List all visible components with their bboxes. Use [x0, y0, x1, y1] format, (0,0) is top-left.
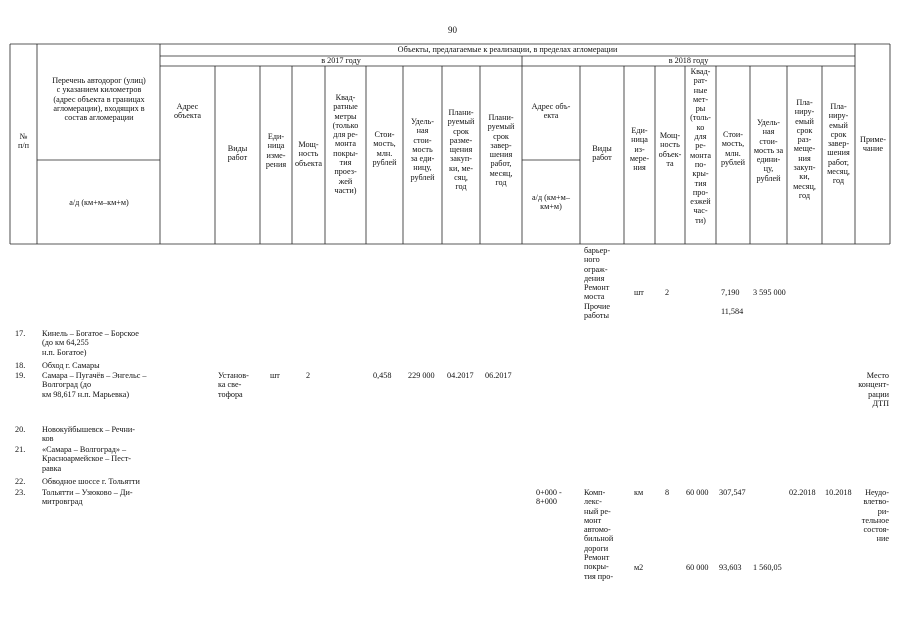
row-23-sqm-a: 60 000	[686, 488, 709, 497]
cont-unit-cost: 3 595 000	[753, 288, 786, 297]
col-header-2018-ad-km: а/д (км+м– км+м)	[532, 193, 570, 212]
cont-cost-b: 11,584	[721, 307, 744, 316]
row-17-name: Кинель – Богатое – Борское (до км 64,255 н.п. Богатое)	[42, 329, 139, 357]
col-header-2018: в 2018 году	[668, 56, 709, 65]
page-number: 90	[448, 25, 457, 35]
row-21-number: 21.	[15, 445, 26, 454]
row-23-cost-b: 93,603	[719, 563, 742, 572]
col-header-2017-unit-cost: Удель- ная стои- мость за еди- ницу, рублей	[410, 117, 435, 182]
row-22-number: 22.	[15, 477, 26, 486]
row-23-plan-finish: 10.2018	[825, 488, 852, 497]
row-23-note: Неудо- влетво- ри- тельное состоя- ние	[861, 488, 889, 544]
row-23-capacity: 8	[665, 488, 670, 497]
cont-works: барьер- ного ограж- дения Ремонт моста Прочие работы	[584, 246, 611, 321]
row-18-number: 18.	[15, 361, 26, 370]
row-20-name: Новокуйбышевск – Речни- ков	[42, 425, 135, 444]
col-header-2017-works: Виды работ	[227, 144, 248, 163]
col-header-number: № п/п	[17, 132, 30, 151]
col-header-2017-cost: Стои- мость, млн. рублей	[372, 130, 397, 167]
col-header-2018-works: Виды работ	[592, 144, 612, 163]
row-19-works: Установ- ка све- тофора	[218, 371, 249, 399]
col-header-2018-plan-finish: Пла- ниру- емый срок завер- шения работ, месяц, год	[827, 102, 850, 186]
col-header-2018-plan-place: Пла- ниру- емый срок раз- меще- ния закуп- ки, месяц, год	[793, 98, 816, 200]
row-19-unit: шт	[270, 371, 280, 380]
row-23-works: Комп- лекс- ный ре- монт автомо- бильной дороги Ремонт покры- тия про-	[584, 488, 614, 581]
row-23-name: Тольятти – Узюково – Ди- митровград	[42, 488, 133, 507]
col-header-2018-sqm: Квад- рат- ные мет- ры (толь- ко для ре- монта по- кры- тия про- езжей час- ти)	[690, 67, 711, 225]
col-header-2018-address: Адрес объ- екта	[531, 102, 571, 121]
cont-cost-a: 7,190	[721, 288, 740, 297]
row-23-address: 0+000 - 8+000	[536, 488, 562, 507]
row-20-number: 20.	[15, 425, 26, 434]
row-19-capacity: 2	[306, 371, 311, 380]
row-19-number: 19.	[15, 371, 26, 380]
row-17-number: 17.	[15, 329, 26, 338]
col-header-2017-plan-place: Плани- руемый срок разме- щения закуп- ки, ме- сяц, год	[447, 108, 475, 192]
cont-unit: шт	[634, 288, 644, 297]
row-19-name: Самара – Пугачёв – Энгельс – Волгоград (до км 98,617 н.п. Марьевка)	[42, 371, 147, 399]
col-header-2018-capacity: Мощ- ность объек- та	[658, 131, 682, 168]
col-header-roads: Перечень автодорог (улиц) с указанием километров (адрес объекта в границах агломерации), входящих в состав агломерации	[52, 76, 146, 123]
col-header-2018-unit-cost: Удель- ная стои- мость за едини- цу, рублей	[753, 118, 784, 183]
row-19-plan-finish: 06.2017	[485, 371, 512, 380]
col-header-2018-unit: Еди- ница из- мере- ния	[629, 126, 650, 173]
col-header-2017-sqm: Квад- ратные метры (только для ре- монта покры- тия проез- жей части)	[332, 93, 359, 195]
row-23-sqm-b: 60 000	[686, 563, 709, 572]
row-23-number: 23.	[15, 488, 26, 497]
row-23-unit-cost-b: 1 560,05	[753, 563, 782, 572]
row-19-unit-cost: 229 000	[408, 371, 435, 380]
col-header-ad-km: а/д (км+м–км+м)	[69, 198, 129, 207]
row-23-plan-place: 02.2018	[789, 488, 816, 497]
row-18-name: Обход г. Самары	[42, 361, 100, 370]
col-header-2017-unit: Еди- ница изме- рения	[265, 132, 287, 169]
cont-capacity: 2	[665, 288, 670, 297]
row-23-unit-b: м2	[634, 563, 644, 572]
col-header-2017-plan-finish: Плани- руемый срок завер- шения работ, месяц, год	[487, 113, 515, 188]
row-21-name: «Самара – Волгоград» – Красноармейское – Пест- равка	[42, 445, 131, 473]
col-header-2017-capacity: Мощ- ность объекта	[294, 140, 323, 168]
col-header-objects: Объекты, предлагаемые к реализации, в пределах агломерации	[397, 45, 618, 54]
row-23-unit-a: км	[634, 488, 644, 497]
row-19-note: Место концент- рации ДТП	[858, 371, 889, 408]
col-header-2017-address: Адрес объекта	[173, 102, 202, 121]
col-header-note: Приме- чание	[860, 135, 886, 154]
row-19-plan-place: 04.2017	[447, 371, 474, 380]
row-23-cost-a: 307,547	[719, 488, 746, 497]
row-22-name: Обводное шоссе г. Тольятти	[42, 477, 140, 486]
row-19-cost: 0,458	[373, 371, 392, 380]
col-header-2017: в 2017 году	[321, 56, 361, 65]
col-header-2018-cost: Стои- мость, млн. рублей	[720, 130, 746, 167]
